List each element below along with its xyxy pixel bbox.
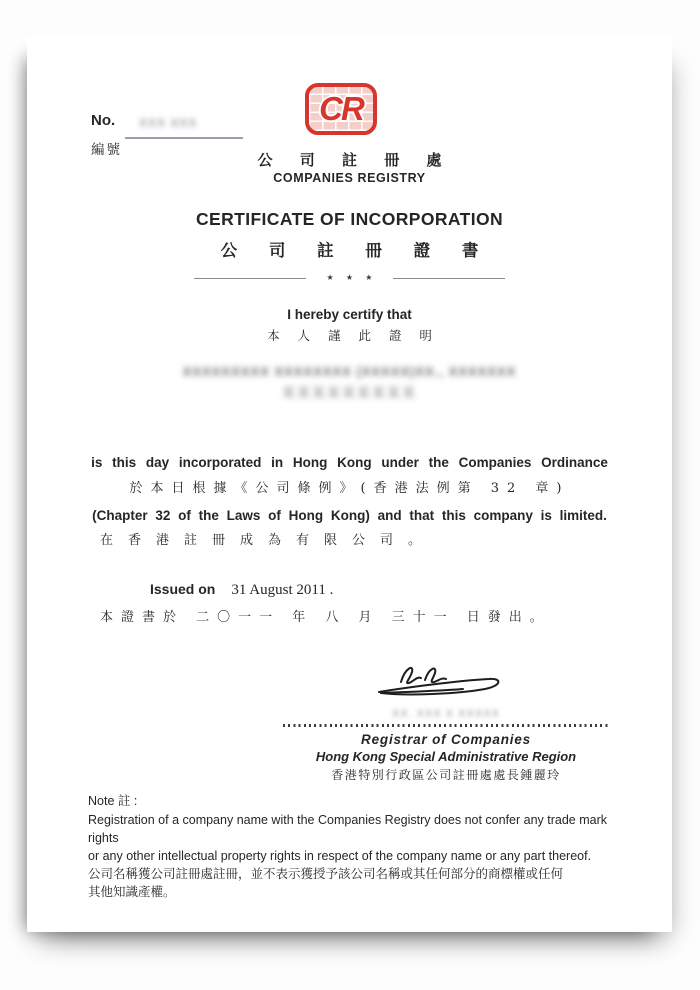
note-english-line1: Registration of a company name with the Companies Registry does not confer any trade mark rights xyxy=(88,813,608,845)
certify-statement-english: I hereby certify that xyxy=(287,307,412,322)
registrar-block xyxy=(283,707,609,783)
certificate-title-english: CERTIFICATE OF INCORPORATION xyxy=(195,209,504,229)
certificate-number-underline xyxy=(125,137,243,139)
issued-on-row xyxy=(150,581,333,599)
registry-name-chinese: 公 司 註 冊 處 xyxy=(257,151,453,169)
certificate-number-value-redacted: XXX XXX xyxy=(139,116,198,130)
divider-rule-right xyxy=(393,278,505,279)
registrar-signature-icon xyxy=(367,656,517,706)
certificate-number-label: No. xyxy=(91,112,116,129)
incorporation-statement-line2-chinese: 在香港註冊成為有限公司。 xyxy=(100,533,437,548)
stars-icon: ★ ★ ★ xyxy=(326,273,378,282)
issued-on-chinese: 本證書於 二〇一一 年 八 月 三十一 日發出。 xyxy=(100,610,551,625)
incorporation-statement-line1-chinese: 於本日根據《公司條例》(香港法例第 32 章) xyxy=(129,481,570,496)
incorporation-statement-line1-english: is this day incorporated in Hong Kong under the Companies Ordinance xyxy=(91,455,608,470)
registry-name-english: COMPANIES REGISTRY xyxy=(273,171,426,185)
star-divider xyxy=(27,274,672,283)
note-label: Note 註 : xyxy=(88,794,138,808)
cr-logo-icon: CR xyxy=(319,89,363,127)
note-chinese-line1: 公司名稱獲公司註冊處註冊，並不表示獲授予該公司名稱或其任何部分的商標權或任何 xyxy=(88,866,564,881)
registrar-title-english: Registrar of Companies xyxy=(361,731,531,747)
note-section xyxy=(88,792,633,901)
certificate-title-chinese: 公 司 註 冊 證 書 xyxy=(220,241,492,260)
divider-rule-left xyxy=(194,278,306,279)
company-name-chinese-redacted: 某某某某某某某某某 xyxy=(281,386,417,401)
certificate-number-label-chinese: 編號 xyxy=(91,142,122,158)
registrar-region-english: Hong Kong Special Administrative Region xyxy=(315,748,577,764)
incorporation-statement-line2-english: (Chapter 32 of the Laws of Hong Kong) and that this company is limited. xyxy=(92,508,607,523)
company-name-english-redacted: XXXXXXXXX XXXXXXXX (XXXXX)XX., XXXXXXX xyxy=(182,364,517,379)
note-chinese-line2: 其他知識產權。 xyxy=(88,884,176,899)
issued-date: 31 August 2011 . xyxy=(231,582,334,598)
certify-statement-chinese: 本 人 謹 此 證 明 xyxy=(267,328,439,343)
registrar-name-redacted: XX. XXX X XXXXX xyxy=(392,708,500,720)
companies-registry-logo xyxy=(305,83,377,135)
note-english-line2: or any other intellectual property rights in respect of the company name or any part thereof. xyxy=(88,849,592,863)
registrar-title-chinese: 香港特別行政區公司註冊處處長鍾麗玲 xyxy=(331,767,561,782)
certificate-document xyxy=(27,36,672,932)
signature-dotted-line xyxy=(283,724,609,727)
issued-on-label: Issued on xyxy=(150,581,216,597)
